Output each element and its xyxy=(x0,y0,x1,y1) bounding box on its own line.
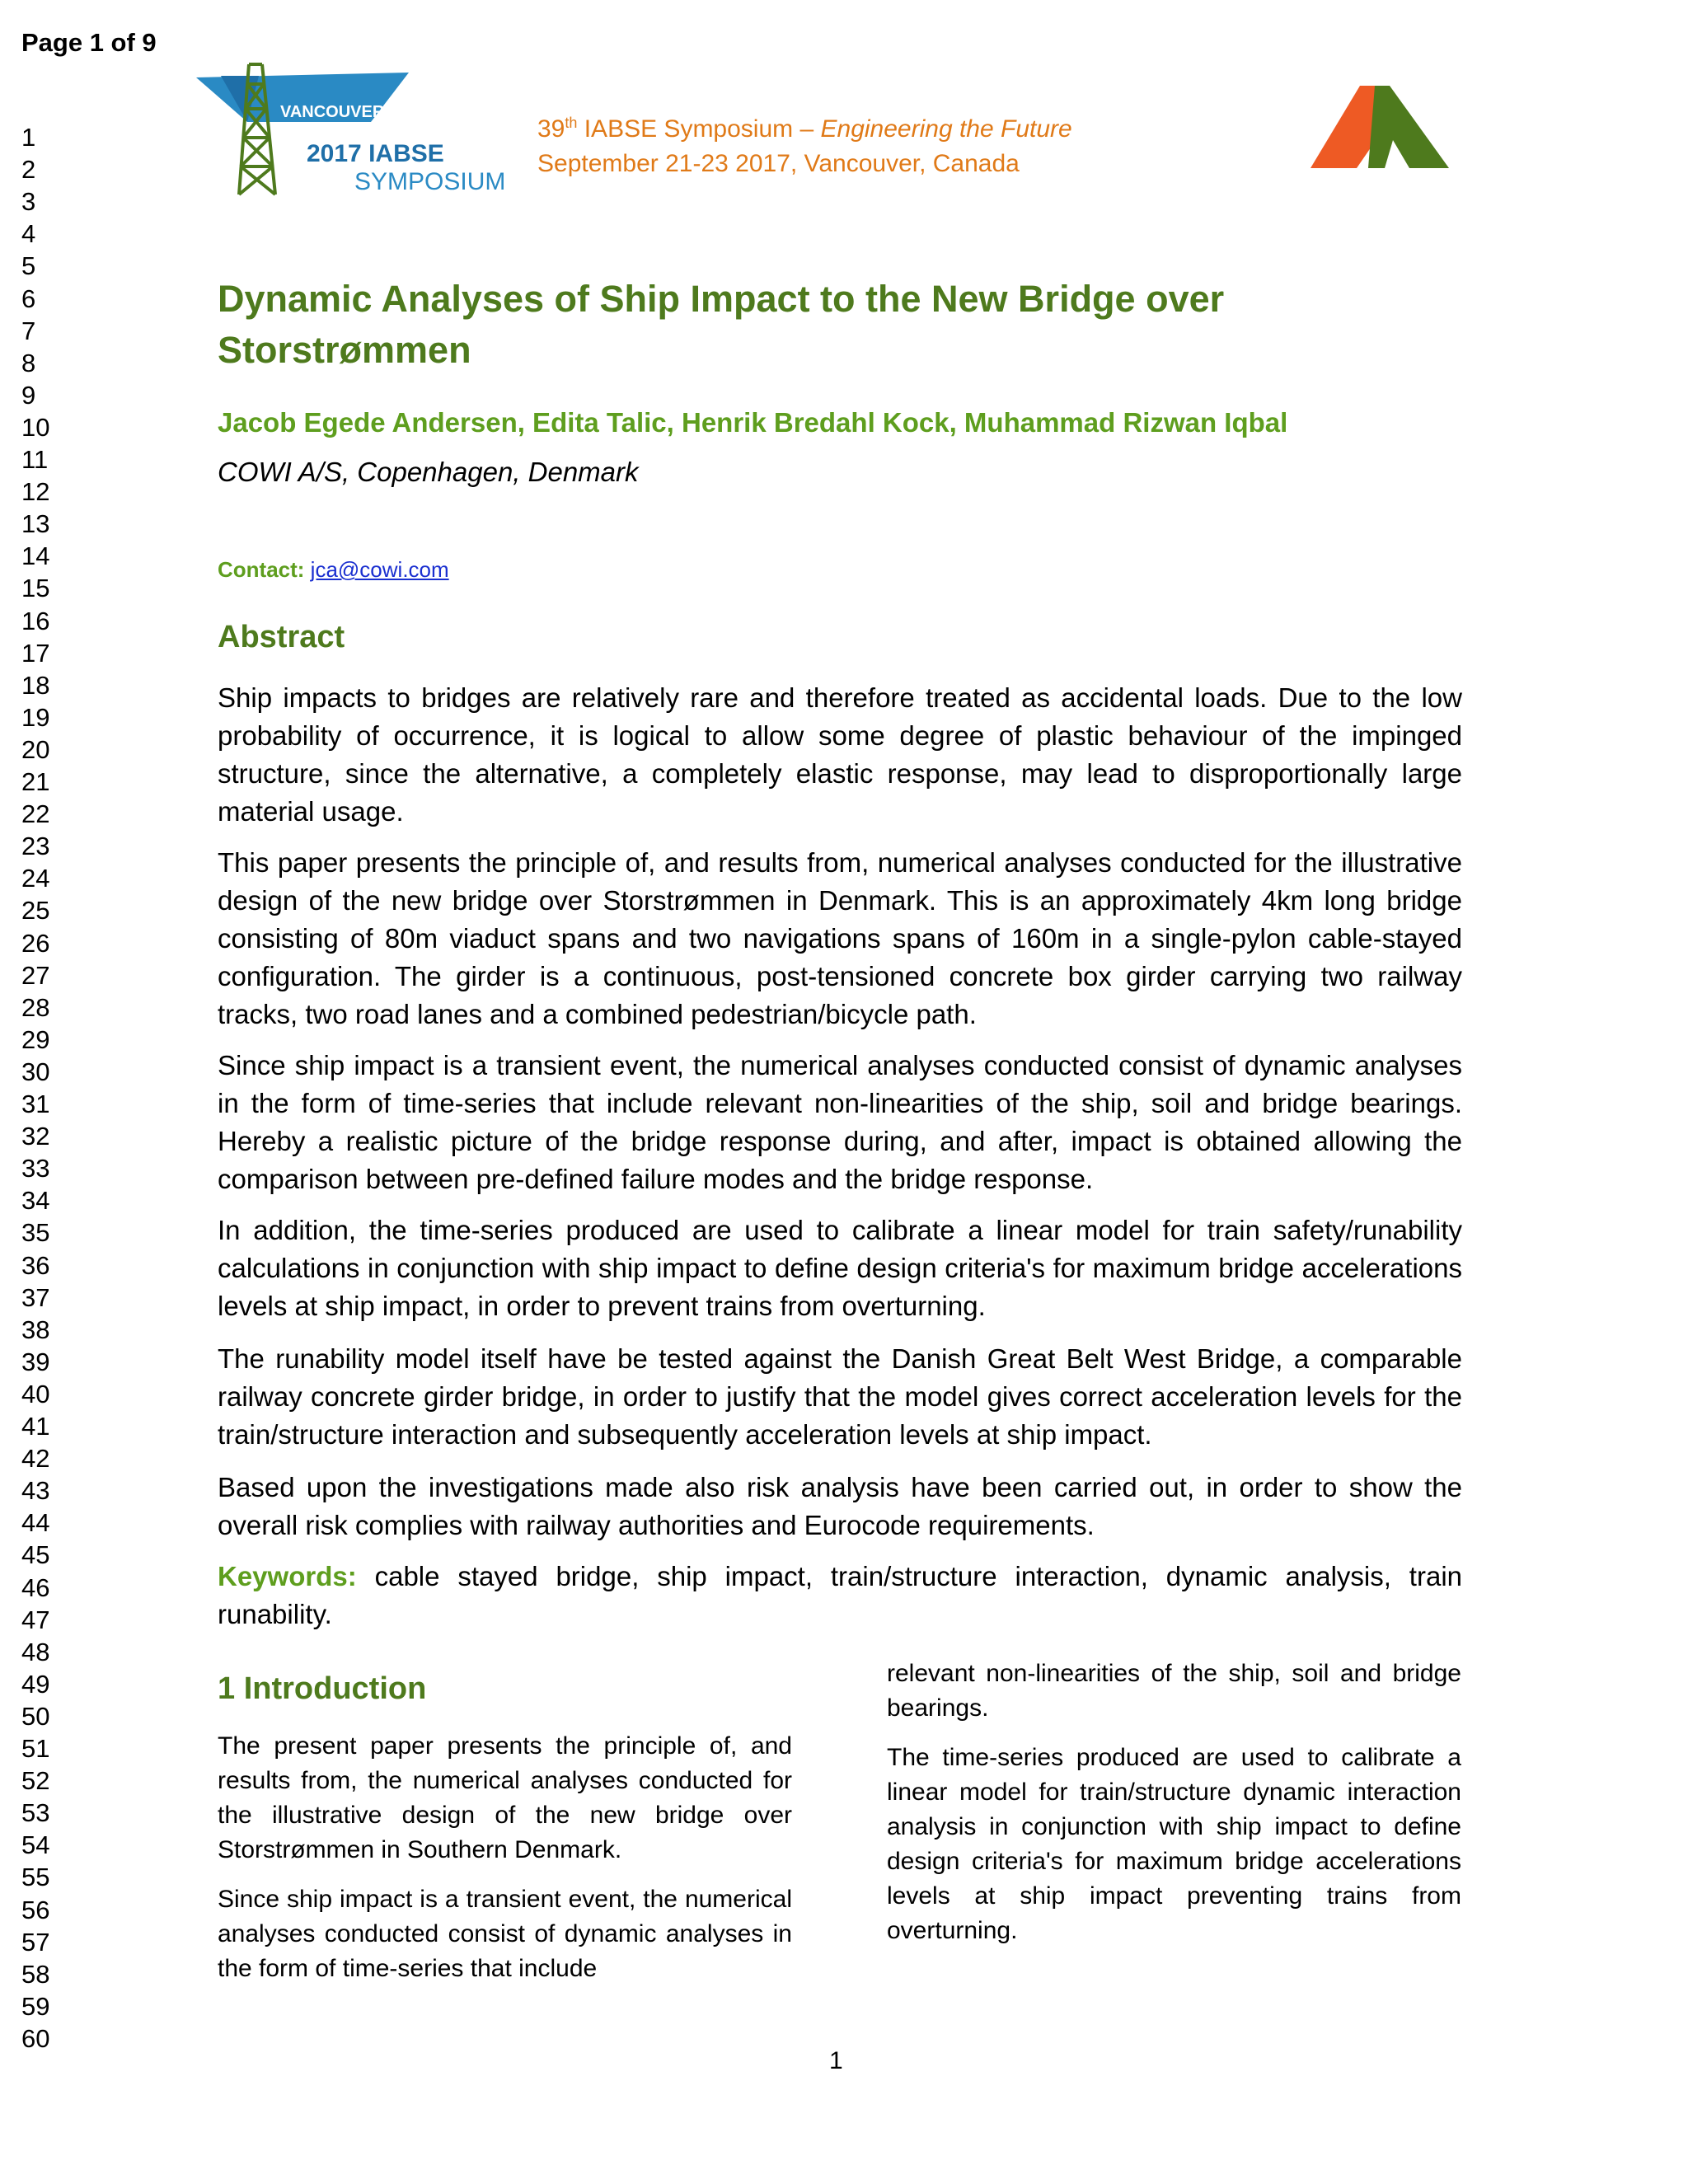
line-number: 52 xyxy=(21,1766,50,1796)
line-number: 54 xyxy=(21,1830,50,1860)
line-number: 37 xyxy=(21,1282,50,1312)
line-number: 32 xyxy=(21,1122,50,1151)
line-number: 51 xyxy=(21,1734,50,1763)
line-number: 14 xyxy=(21,541,50,571)
left-column-paragraph-1: The present paper presents the principle of, and results from, the numerical analyses conducted for the illustrative design of the new bridge over Storstrømmen in Southern Denmark. xyxy=(218,1732,792,1863)
line-number: 55 xyxy=(21,1863,50,1892)
abstract-paragraph-6: Based upon the investigations made also risk analysis have been carried out, in order to show the overall risk complies with railway authorities and Eurocode requirements. xyxy=(218,1472,1462,1540)
symposium-dates: September 21-23 2017, Vancouver, Canada xyxy=(537,150,1020,177)
line-number: 39 xyxy=(21,1347,50,1376)
line-number: 6 xyxy=(21,284,36,313)
keywords xyxy=(218,1558,1462,1633)
line-number: 12 xyxy=(21,477,50,507)
symposium-title-line xyxy=(537,105,1072,147)
line-number: 56 xyxy=(21,1895,50,1924)
abstract-paragraph-2: This paper presents the principle of, and results from, numerical analyses conducted for the illustrative design of the new bridge over Storstrømmen in Denmark. This is an approximately 4km long bridge consisting of 80m viaduct spans and two navigations spans of 160m in a single-pylon cable-stayed configuration. The girder is a continuous, post-tensioned concrete box girder carrying two railway tracks, two road lanes and a combined pedestrian/bicycle path. xyxy=(218,847,1462,1029)
line-number: 15 xyxy=(21,574,50,603)
right-column-paragraph-1: relevant non-linearities of the ship, soil and bridge bearings. xyxy=(887,1660,1461,1722)
symposium-ordinal: th xyxy=(565,115,578,131)
line-number: 24 xyxy=(21,864,50,893)
right-column-paragraph-2: The time-series produced are used to calibrate a linear model for train/structure dynamic interaction analysis in conjunction with ship impact to define design criteria's for maximum bridge accelerations levels at ship impact preventing trains from overturning. xyxy=(887,1744,1461,1944)
contact-label: Contact: xyxy=(218,557,305,582)
line-number: 26 xyxy=(21,928,50,958)
line-number: 22 xyxy=(21,799,50,829)
line-number: 25 xyxy=(21,896,50,926)
line-number: 1 xyxy=(21,123,36,152)
line-number: 10 xyxy=(21,412,50,442)
line-number: 36 xyxy=(21,1250,50,1280)
abstract-paragraph-1: Ship impacts to bridges are relatively rare and therefore treated as accidental loads. Due to the low probability of occurrence, it is logical to allow some degree of plastic behaviour of the impinged structure, since the alternative, a completely elastic response, may lead to disproportionally large material usage. xyxy=(218,682,1462,827)
line-number: 4 xyxy=(21,219,36,249)
line-number: 34 xyxy=(21,1186,50,1216)
iabse-logo-icon xyxy=(1311,86,1455,168)
symposium-info xyxy=(537,105,1072,181)
symposium-theme: Engineering the Future xyxy=(820,115,1072,143)
line-number: 27 xyxy=(21,960,50,990)
line-number: 16 xyxy=(21,606,50,635)
line-number: 44 xyxy=(21,1508,50,1538)
line-number: 21 xyxy=(21,767,50,796)
abstract-paragraph-4: In addition, the time-series produced are used to calibrate a linear model for train safety/runability calculations in conjunction with ship impact to define design criteria's for maximum bridge accelerations levels at ship impact, in order to prevent trains from overturning. xyxy=(218,1215,1462,1321)
contact-email-link[interactable]: jca@cowi.com xyxy=(310,557,449,582)
introduction-heading: 1 Introduction xyxy=(218,1671,427,1706)
line-number: 43 xyxy=(21,1476,50,1506)
line-number: 41 xyxy=(21,1412,50,1441)
logo-year-text: 2017 IABSE xyxy=(307,140,444,167)
line-number: 50 xyxy=(21,1701,50,1731)
line-number: 53 xyxy=(21,1798,50,1828)
line-number: 28 xyxy=(21,992,50,1022)
line-number: 3 xyxy=(21,187,36,217)
logo-city-text: VANCOUVER xyxy=(280,103,385,121)
line-number: 60 xyxy=(21,2023,50,2053)
keywords-text: cable stayed bridge, ship impact, train/structure interaction, dynamic analysis, train runability. xyxy=(218,1561,1462,1629)
keywords-label: Keywords: xyxy=(218,1561,357,1591)
abstract-paragraph-3: Since ship impact is a transient event, the numerical analyses conducted consist of dynamic analyses in the form of time-series that include relevant non-linearities of the ship, soil and bridge bearings. Hereby a realistic picture of the bridge response during, and after, impact is obtained allowing the comparison between pre-defined failure modes and the bridge response. xyxy=(218,1050,1462,1194)
line-number: 33 xyxy=(21,1154,50,1183)
line-number: 57 xyxy=(21,1927,50,1957)
line-number: 46 xyxy=(21,1572,50,1602)
line-number: 17 xyxy=(21,638,50,668)
abstract-heading: Abstract xyxy=(218,620,345,654)
title-line-2: Storstrømmen xyxy=(218,329,471,371)
line-number: 18 xyxy=(21,670,50,700)
line-number: 58 xyxy=(21,1959,50,1989)
line-number: 47 xyxy=(21,1605,50,1634)
line-number: 23 xyxy=(21,832,50,861)
line-number: 8 xyxy=(21,348,36,377)
line-number: 2 xyxy=(21,155,36,185)
affiliation: COWI A/S, Copenhagen, Denmark xyxy=(218,457,639,487)
line-number: 35 xyxy=(21,1218,50,1248)
line-number: 48 xyxy=(21,1637,50,1666)
line-number: 29 xyxy=(21,1024,50,1054)
line-number: 9 xyxy=(21,380,36,410)
symposium-logo xyxy=(196,59,518,199)
line-number: 31 xyxy=(21,1090,50,1118)
line-number: 20 xyxy=(21,734,50,764)
line-number: 19 xyxy=(21,702,50,732)
symposium-number: 39 xyxy=(537,115,565,143)
page-number: 1 xyxy=(829,2047,843,2074)
line-number: 7 xyxy=(21,316,36,345)
line-number: 30 xyxy=(21,1057,50,1086)
contact xyxy=(218,557,449,583)
line-number: 59 xyxy=(21,1991,50,2021)
logo-word-text: SYMPOSIUM xyxy=(354,168,506,195)
line-number: 11 xyxy=(21,445,49,474)
line-number: 49 xyxy=(21,1669,50,1699)
line-number: 40 xyxy=(21,1379,50,1408)
line-number: 42 xyxy=(21,1444,50,1474)
authors: Jacob Egede Andersen, Edita Talic, Henrik Bredahl Kock, Muhammad Rizwan Iqbal xyxy=(218,407,1288,438)
line-number: 13 xyxy=(21,509,50,539)
left-column-paragraph-2: Since ship impact is a transient event, the numerical analyses conducted consist of dynamic analyses in the form of time-series that include xyxy=(218,1886,792,1982)
paper-title xyxy=(218,274,1487,376)
title-line-1: Dynamic Analyses of Ship Impact to the New Bridge over xyxy=(218,278,1225,320)
symposium-name: IABSE Symposium – xyxy=(577,115,821,143)
page-indicator: Page 1 of 9 xyxy=(21,28,157,57)
iabse-green-shape xyxy=(1368,86,1449,168)
line-number: 45 xyxy=(21,1540,50,1570)
line-number: 38 xyxy=(21,1315,50,1344)
abstract-paragraph-5: The runability model itself have be tested against the Danish Great Belt West Bridge, a comparable railway concrete girder bridge, in order to justify that the model gives correct acceleration levels for the train/structure interaction and subsequently acceleration levels at ship impact. xyxy=(218,1343,1462,1450)
line-number: 5 xyxy=(21,251,36,281)
